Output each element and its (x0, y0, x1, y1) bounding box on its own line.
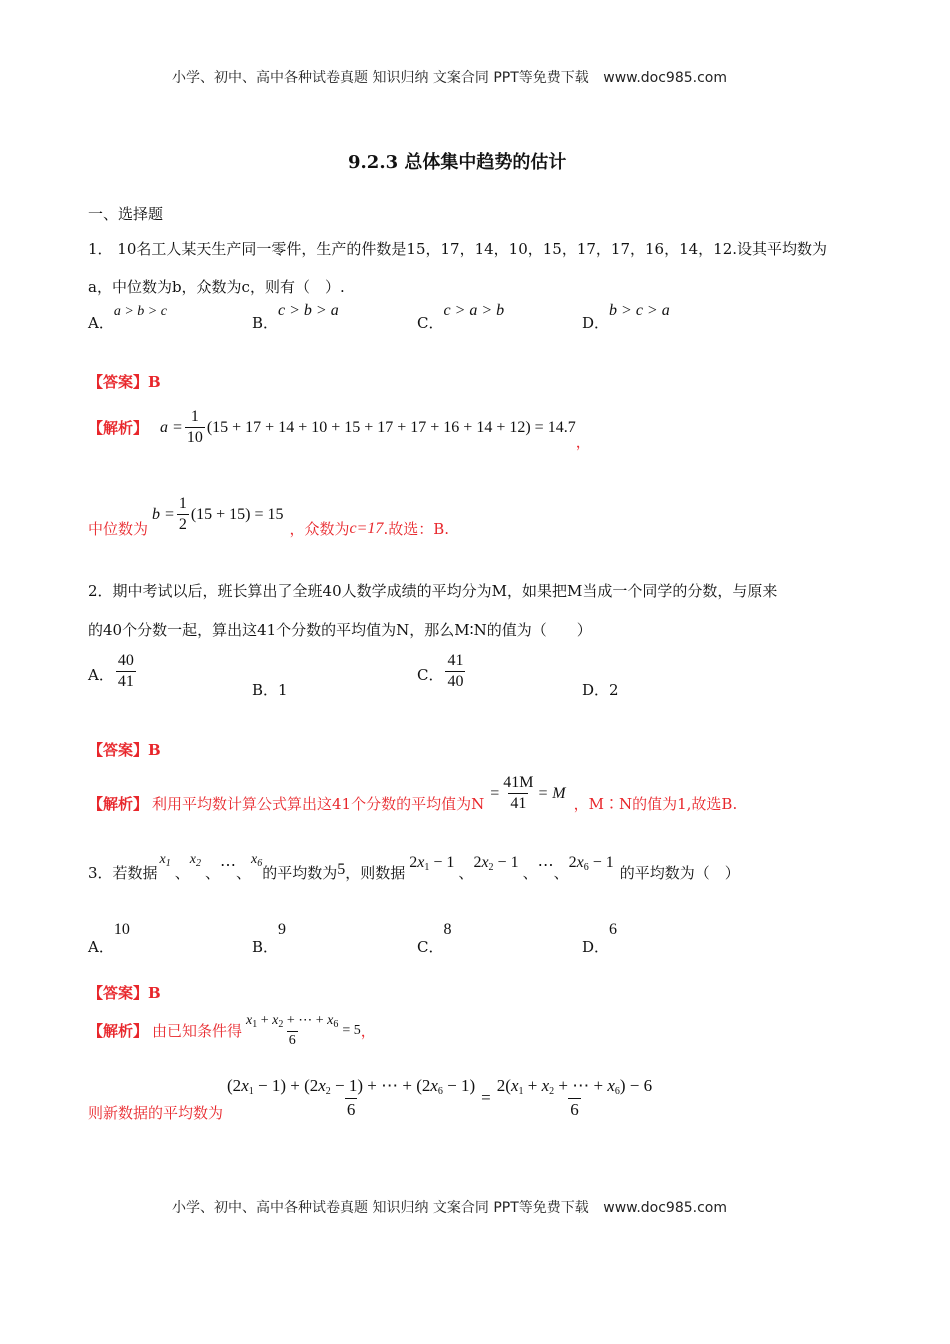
median-fraction (177, 495, 189, 534)
header-link[interactable]: www.doc985.com (603, 70, 727, 86)
option-label: A． (88, 938, 114, 956)
analysis-text: 利用平均数计算公式算出这41个分数的平均值为N (152, 795, 485, 813)
answer-label: 【答案】 (88, 984, 149, 1002)
option-expr: c > a > b (443, 302, 505, 319)
new-mean-text: 则新数据的平均数为 (88, 1103, 224, 1122)
q3-option-d (582, 918, 617, 957)
analysis-text: 由已知条件得 (152, 1022, 243, 1040)
x1-symbol: $x_1$ (159, 852, 171, 869)
q3-answer (88, 982, 161, 1003)
fraction-numerator: 40 (117, 652, 134, 669)
mean-rhs: (15 + 17 + 14 + 10 + 15 + 17 + 17 + 16 + 14 + 12) = 14.7 (206, 418, 576, 436)
conclusion-text: .故选：B. (383, 520, 449, 538)
q1-answer (88, 371, 161, 392)
comma: ， (575, 433, 591, 451)
q2-stem-line1: 2．期中考试以后，班长算出了全班40人数学成绩的平均分为M，如果把M当成一个同学的分数，与原来 (88, 582, 778, 600)
fraction-numerator: 41 (447, 652, 464, 669)
fraction-denominator: 6 (570, 1100, 579, 1119)
option-expr: a > b > c (113, 304, 167, 319)
q3-analysis-2: 则新数据的平均数为 $\frac{(2x_1 - 1) + (2x_2 - 1) + \cdots + (2x_6 - 1)}{6}$ = $\frac{2(x_1 + x_2 + \cdots + x_6) - 6}{6}$ (88, 1076, 653, 1122)
page-title: 9.2.3 总体集中趋势的估计 (348, 152, 567, 173)
analysis-label: 【解析】 (88, 419, 149, 437)
q3-analysis-1 (88, 1012, 376, 1049)
equation-rhs: = 5 (342, 1022, 361, 1038)
fraction-numerator: $2(x_1 + x_2$ + ⋯ + $x_6) - 6$ (496, 1076, 653, 1097)
fraction-numerator: 1 (178, 495, 187, 512)
q1-option-c (417, 302, 505, 333)
option-label: B． (252, 314, 279, 332)
mean-fraction (501, 774, 535, 813)
q2-option-b: B．1 (252, 681, 288, 699)
option-label: D． (582, 938, 610, 956)
footer-text: 小学、初中、高中各种试卷真题 知识归纳 文案合同 PPT等免费下载 (172, 1200, 589, 1216)
q1-option-a (88, 304, 167, 333)
fraction-numerator: $x_1 + x_2$ + ⋯ + $x_6$ (246, 1013, 339, 1030)
mean-lhs: a = (160, 418, 183, 436)
q1-stem-line1: 1． 10名工人某天生产同一零件，生产的件数是15，17，14，10，15，17，17，16，14，12.设其平均数为 (88, 240, 828, 258)
mode-text: ，众数为 (289, 520, 350, 538)
option-value: 9 (278, 921, 287, 938)
page-header (172, 67, 727, 87)
option-value: 8 (443, 921, 452, 938)
option-expr: b > c > a (609, 302, 670, 319)
q3-option-a (88, 918, 130, 957)
analysis-conclusion: ，M∶N的值为1,故选B. (573, 795, 738, 813)
option-value: 6 (609, 921, 618, 938)
option-label: D． (582, 314, 610, 332)
equation-rhs: = M (537, 784, 566, 802)
new-mean-fraction-left (225, 1076, 477, 1120)
fraction-denominator: 40 (447, 673, 464, 690)
answer-value: B (148, 741, 161, 759)
transformed-x6: $2x_6 - 1$ (568, 854, 614, 873)
q2-stem-line2: 的40个分数一起，算出这41个分数的平均值为N，那么M∶N的值为（ ） (88, 621, 592, 639)
median-text: 中位数为 (88, 520, 149, 538)
x2-symbol: $x_2$ (189, 852, 201, 869)
stem-then: ，则数据 (345, 864, 406, 882)
answer-label: 【答案】 (88, 373, 149, 391)
comma: ， (360, 1022, 376, 1040)
stem-mid: 的平均数为 (262, 864, 338, 882)
stem-prefix: 3．若数据 (88, 864, 158, 882)
stem-suffix: 的平均数为（ ） (619, 864, 740, 882)
option-label: C． (417, 314, 444, 332)
q1-stem-line2: a，中位数为b，众数为c，则有（ ）. (88, 278, 345, 296)
q2-option-c (417, 652, 467, 691)
answer-value: B (148, 373, 161, 391)
fraction-denominator: 2 (178, 516, 187, 533)
fraction-denominator: 6 (346, 1100, 356, 1119)
q3-option-c (417, 918, 451, 957)
mean-fraction (185, 408, 205, 447)
analysis-label: 【解析】 (88, 795, 149, 813)
fraction-denominator: 41 (510, 795, 527, 812)
option-label: A． (88, 666, 114, 684)
option-expr: c > b > a (278, 302, 339, 319)
fraction-numerator: 41M (503, 774, 534, 791)
analysis-label: 【解析】 (88, 1022, 149, 1040)
fraction-denominator: 41 (117, 673, 134, 690)
q3-option-b (252, 918, 286, 957)
q2-option-d: D．2 (582, 681, 619, 699)
fraction-denominator: 6 (288, 1033, 296, 1048)
option-label: C． (417, 938, 444, 956)
option-label: A． (88, 314, 114, 332)
option-label: C． (417, 666, 444, 684)
mode-value: c=17 (349, 519, 384, 537)
transformed-x1: $2x_1 - 1$ (409, 854, 455, 873)
median-rhs: (15 + 15) = 15 (190, 505, 284, 523)
q1-analysis-2 (88, 495, 449, 538)
x6-symbol: $x_6$ (251, 852, 263, 869)
footer-link[interactable]: www.doc985.com (603, 1200, 727, 1216)
mean-value: 5 (337, 861, 346, 878)
transformed-x2: $2x_2 - 1$ (473, 854, 519, 873)
fraction-numerator: $(2x_1 - 1) + (2x_2 - 1)$ + ⋯ + $(2x_6 - 1)$ (227, 1076, 476, 1097)
answer-label: 【答案】 (88, 741, 149, 759)
fraction-denominator: 10 (186, 429, 203, 446)
option-value: 10 (113, 921, 130, 938)
option-fraction (116, 652, 136, 691)
option-fraction (445, 652, 465, 691)
median-lhs: b = (152, 505, 175, 523)
q2-analysis: 【解析】 利用平均数计算公式算出这41个分数的平均值为N = $\frac{41M}{41}$ = M ，M∶N的值为1,故选B. (88, 774, 738, 813)
q2-answer (88, 739, 161, 760)
q3-stem: 3．若数据 $x_1$ 、 $x_2$ 、 ⋯ 、 $x_6$ 的平均数为 5 ，则数据 $2x_1 - 1$ 、 $2x_2 - 1$ 、 ⋯ 、 $2x_6 - 1$ 的平均数为（ ） (88, 852, 740, 882)
option-label: B． (252, 938, 279, 956)
header-text: 小学、初中、高中各种试卷真题 知识归纳 文案合同 PPT等免费下载 (172, 70, 589, 86)
page-footer (172, 1197, 727, 1217)
mean-fraction (244, 1012, 340, 1049)
q1-analysis-1 (88, 408, 591, 451)
section-heading: 一、选择题 (88, 205, 164, 223)
q1-option-d (582, 302, 670, 333)
q1-option-b (252, 302, 339, 333)
q2-option-a (88, 652, 138, 691)
fraction-numerator: 1 (190, 408, 199, 425)
new-mean-fraction-right (495, 1076, 654, 1120)
answer-value: B (148, 984, 161, 1002)
